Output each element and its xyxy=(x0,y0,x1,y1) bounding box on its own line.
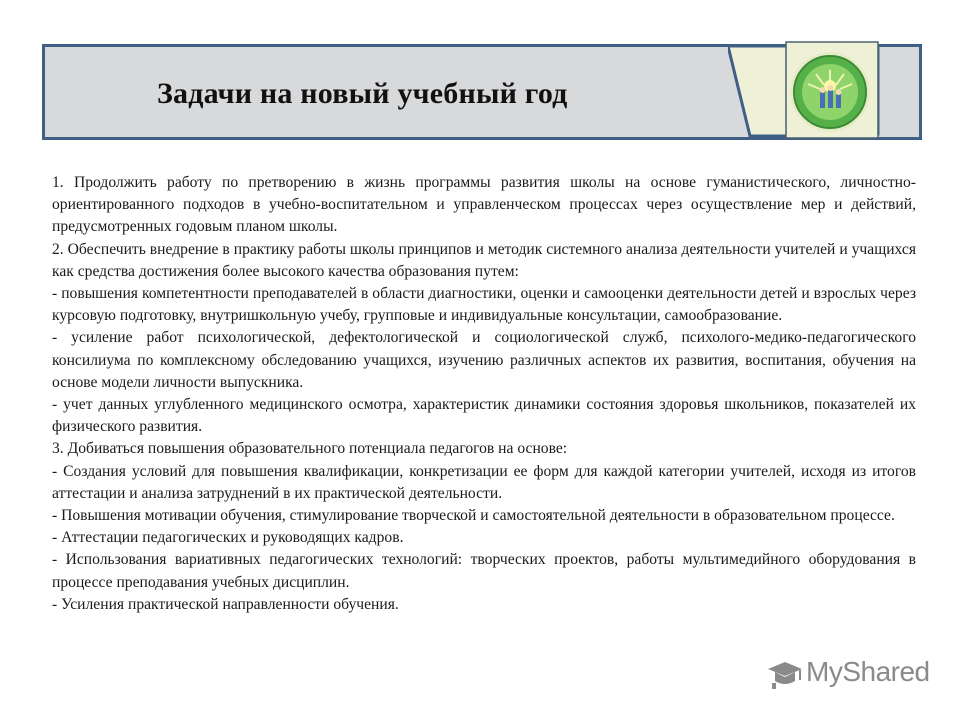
watermark-label: MyShared xyxy=(806,656,930,687)
slide-title: Задачи на новый учебный год xyxy=(157,77,568,110)
list-item: - Усиления практической направленности обучения. xyxy=(52,595,399,613)
list-item: 1. Продолжить работу по претворению в жизнь программы развития школы на основе гуманистического, личностно-ориентированного подходов в учебно-воспитательном и управленческом процессах через осуществление мер и действий, предусмотренных годовым планом школы. xyxy=(52,174,916,236)
tasks-list xyxy=(52,172,916,616)
list-item: - Повышения мотивации обучения, стимулирование творческой и самостоятельной деятельности в образовательном процессе. xyxy=(52,507,895,525)
list-item: - усиление работ психологической, дефектологической и социологической служб, психолого-медико-педагогического консилиума по комплексному обследованию учащихся, изучению различных аспектов их развития, воспитания, обучения на основе модели личности выпускника. xyxy=(52,329,916,391)
list-item: - повышения компетентности преподавателей в области диагностики, оценки и самооценки деятельности детей и взрослых через курсовую подготовку, внутришкольную учебу, групповые и индивидуальные консультации, самообразование. xyxy=(52,285,916,325)
emblem-decoration xyxy=(728,40,908,150)
list-item: - учет данных углубленного медицинского осмотра, характеристик динамики состояния здоровья школьников, показателей их физического развития. xyxy=(52,396,916,436)
list-item: - Создания условий для повышения квалификации, конкретизации ее форм для каждой категории учителей, исходя из итогов аттестации и анализа затруднений в их практической деятельности. xyxy=(52,462,916,502)
list-item: 2. Обеспечить внедрение в практику работы школы принципов и методик системного анализа деятельности учителей и учащихся как средства достижения более высокого качества образования путем: xyxy=(52,240,916,280)
list-item: 3. Добиваться повышения образовательного потенциала педагогов на основе: xyxy=(52,440,568,458)
school-emblem-icon xyxy=(728,40,908,150)
watermark-logo xyxy=(766,654,936,694)
list-item: - Аттестации педагогических и руководящих кадров. xyxy=(52,529,404,547)
list-item: - Использования вариативных педагогических технологий: творческих проектов, работы мультимедийного оборудования в процессе преподавания учебных дисциплин. xyxy=(52,551,916,591)
mortarboard-icon xyxy=(766,656,804,694)
